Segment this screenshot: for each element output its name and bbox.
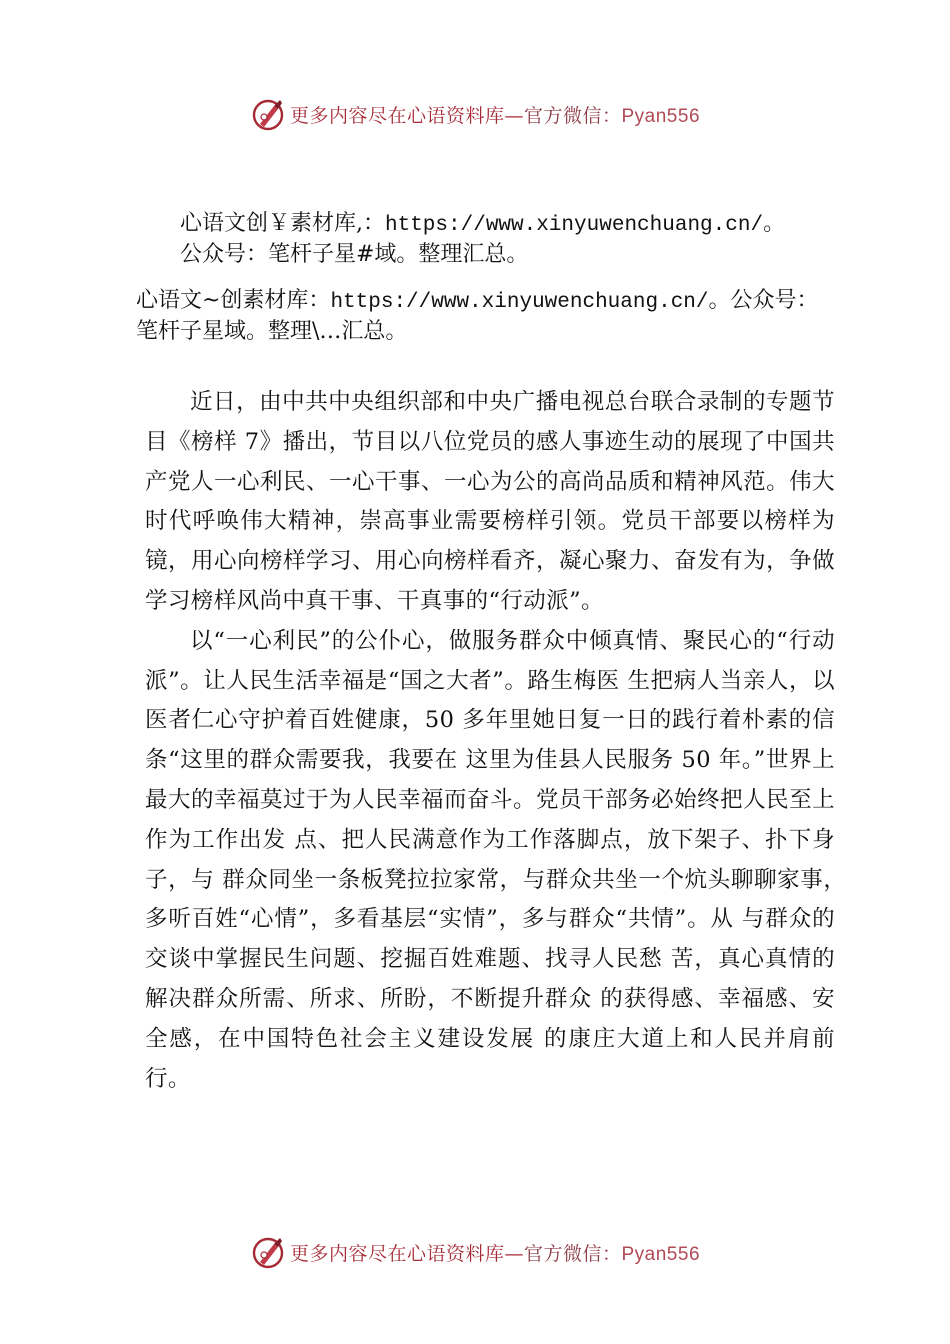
source-note-first-suffix: 。 [763,211,786,236]
header-banner [0,94,950,134]
source-note-second-line2: 笔杆子星域。整理\…汇总。 [136,319,408,344]
source-note-first-prefix: 心语文创￥素材库,： [180,211,385,236]
header-banner-text [290,101,700,128]
article-paragraph-1: 近日，由中共中央组织部和中央广播电视总台联合录制的专题节目《榜样 7》播出，节目以八位党员的感人事迹生动的展现了中国共产党人一心利民、一心干事、一心为公的高尚品质和精神风范。伟大时代呼唤伟大精神，崇高事业需要榜样引领。党员干部要以榜样为镜，用心向榜样学习、用心向榜样看齐，凝心聚力、奋发有为，争做学习榜样风尚中真干事、干真事的“行动派”。 [145,389,835,614]
source-note-second-url: https://www.xinyuwenchuang.cn/ [330,291,709,314]
footer-banner-wechat-label: 官方微信： [523,1242,622,1265]
source-note-first [180,209,785,269]
article-paragraph-2: 以“一心利民”的公仆心，做服务群众中倾真情、聚民心的“行动派”。让人民生活幸福是“国之大者”。路生梅医 生把病人当亲人，以医者仁心守护着百姓健康，50 多年里她日复一日的践行着朴素的信条“这里的群众需要我，我要在 这里为佳县人民服务 50 年。”世界上最大的幸福莫过于为人民幸福而奋斗。党员干部务必始终把人民至上作为工作出发 点、把人民满意作为工作落脚点，放下架子、扑下身子，与 群众同坐一条板凳拉拉家常，与群众共坐一个炕头聊聊家事， 多听百姓“心情”，多看基层“实情”，多与群众“共情”。从 与群众的交谈中掌握民生问题、挖掘百姓难题、找寻人民愁 苦，真心真情的解决群众所需、所求、所盼，不断提升群众 的获得感、幸福感、安全感，在中国特色社会主义建设发展 的康庄大道上和人民并肩前行。 [145,627,858,1092]
source-note-first-line1 [180,209,785,240]
header-banner-main: 更多内容尽在心语资料库— [289,104,524,127]
source-note-second-line1 [136,286,819,317]
footer-banner-main: 更多内容尽在心语资料库— [289,1242,524,1265]
source-note-first-url: https://www.xinyuwenchuang.cn/ [385,214,764,237]
header-banner-wechat-id: Pyan556 [621,105,701,127]
source-note-first-line2: 公众号：笔杆子星#域。整理汇总。 [180,242,529,267]
footer-banner-text [290,1239,700,1266]
source-note-second [136,286,819,346]
article-body [145,383,858,1099]
footer-banner [0,1232,950,1272]
source-note-second-prefix: 心语文~创素材库： [136,288,331,313]
pen-logo-icon [250,1234,286,1270]
source-note-second-suffix: 。公众号： [708,288,819,313]
pen-logo-icon [250,96,286,132]
footer-banner-wechat-id: Pyan556 [621,1243,701,1265]
header-banner-wechat-label: 官方微信： [523,104,622,127]
